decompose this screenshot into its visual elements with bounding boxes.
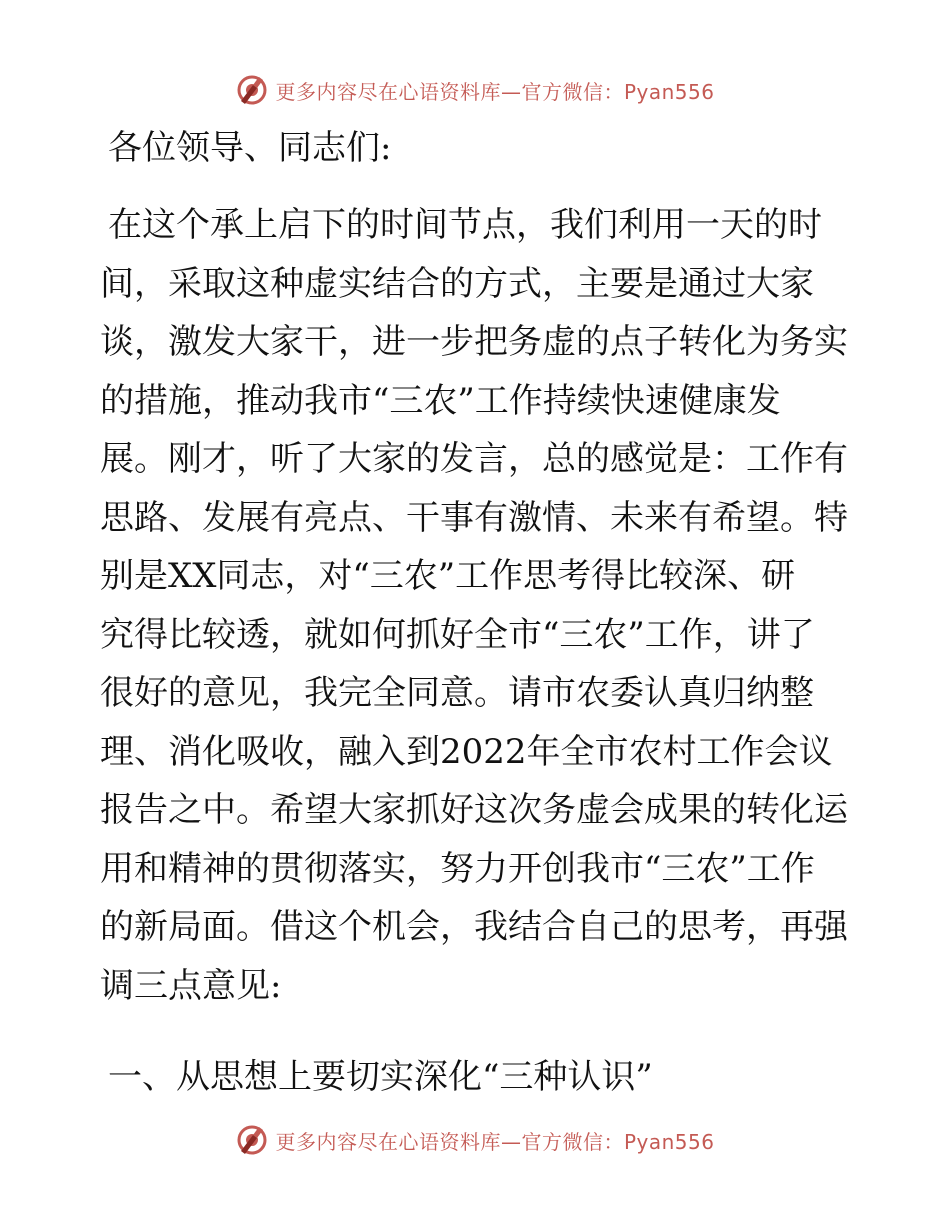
paragraph-line: 间，采取这种虚实结合的方式，主要是通过大家 <box>100 263 814 304</box>
paragraph-line: 很好的意见，我完全同意。请市农委认真归纳整 <box>100 673 814 713</box>
paragraph-line: 理、消化吸收，融入到2022年全市农村工作会议 <box>100 731 833 772</box>
paragraph-line: 思路、发展有亮点、干事有激情、未来有希望。特 <box>100 497 848 538</box>
document-body <box>100 120 860 1105</box>
paragraph-line: 别是XX同志，对“三农”工作思考得比较深、研 <box>100 556 796 596</box>
watermark-text: 更多内容尽在心语资料库—官方微信：Pyan556 <box>275 1129 715 1154</box>
paragraph-line: 谈，激发大家干，进一步把务虚的点子转化为务实 <box>100 322 848 362</box>
paragraph-line: 的新局面。借这个机会，我结合自己的思考，再强 <box>100 907 848 947</box>
paragraph-line: 的措施，推动我市“三农”工作持续快速健康发 <box>100 380 781 421</box>
watermark-text: 更多内容尽在心语资料库—官方微信：Pyan556 <box>275 79 715 104</box>
paragraph-line: 报告之中。希望大家抓好这次务虚会成果的转化运 <box>100 790 848 830</box>
paragraph-line: 调三点意见: <box>100 965 282 1006</box>
paragraph-line: 用和精神的贯彻落实，努力开创我市“三农”工作 <box>100 848 815 889</box>
paragraph-line: 展。刚才，听了大家的发言，总的感觉是：工作有 <box>100 439 848 479</box>
watermark-header <box>0 70 950 110</box>
watermark-footer <box>0 1120 950 1160</box>
greeting: 各位领导、同志们: <box>108 128 392 168</box>
paragraph-line: 究得比较透，就如何抓好全市“三农”工作，讲了 <box>100 614 815 655</box>
pen-circle-logo-icon <box>235 1123 269 1157</box>
pen-circle-logo-icon <box>235 73 269 107</box>
paragraph <box>100 196 860 1015</box>
section-heading: 一、从思想上要切实深化“三种认识” <box>108 1057 653 1097</box>
paragraph-line: 在这个承上启下的时间节点，我们利用一天的时 <box>108 205 822 245</box>
